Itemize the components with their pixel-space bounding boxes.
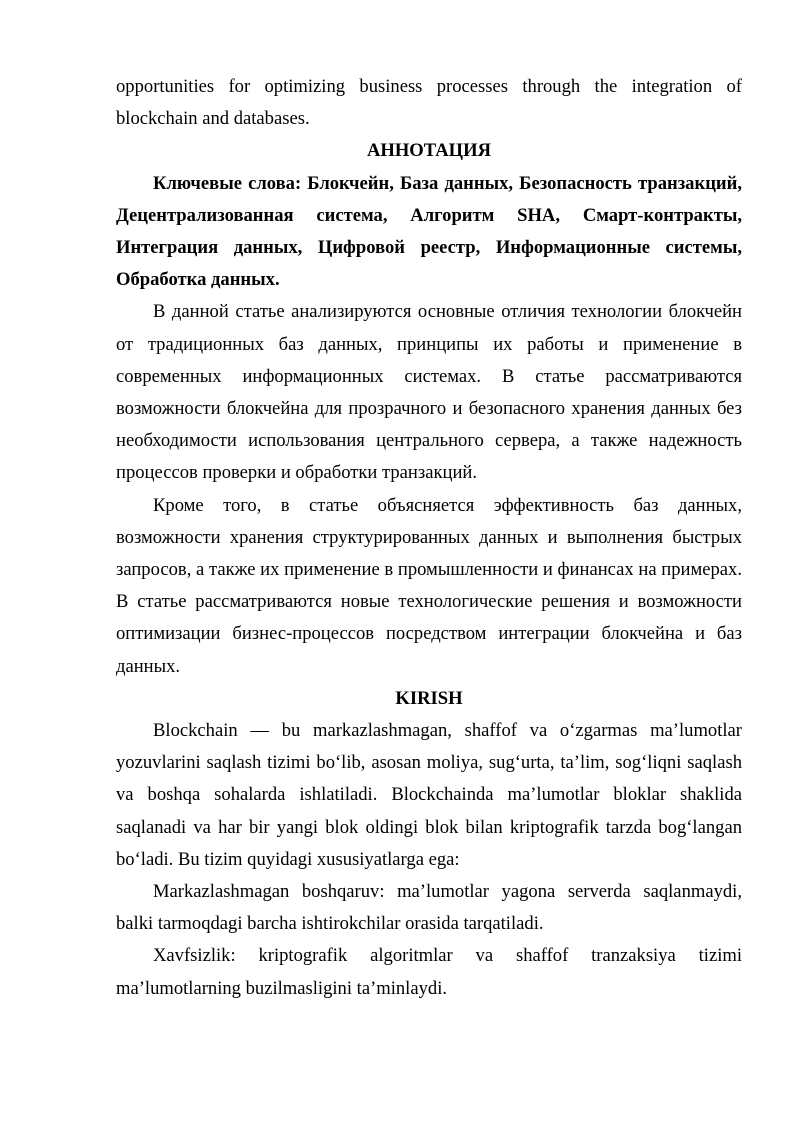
intro-continuation-paragraph: opportunities for optimizing business processes through the integration of blockchain and databases. [116, 76, 742, 130]
kirish-heading: KIRISH [395, 687, 463, 709]
annotation-heading: АННОТАЦИЯ [366, 140, 492, 162]
annotation-paragraph-2: Кроме того, в статье объясняется эффективность баз данных, возможности хранения структурированных данных и выполнения быстрых запросов, а также их применение в промышленности и финансах на примерах. В статье рассматриваются новые технологические решения и возможности оптимизации бизнес-процессов посредством интеграции блокчейна и баз данных. [116, 494, 742, 677]
kirish-paragraph-2: Markazlashmagan boshqaruv: ma’lumotlar yagona serverda saqlanmaydi, balki tarmoqdagi barcha ishtirokchilar orasida tarqatiladi. [116, 881, 742, 935]
page-body [116, 71, 742, 1005]
kirish-paragraph-1: Blockchain — bu markazlashmagan, shaffof va o‘zgarmas ma’lumotlar yozuvlarini saqlash tizimi bo‘lib, asosan moliya, sug‘urta, ta’lim, sog‘liqni saqlash va boshqa sohalarda ishlatiladi. Blockchainda ma’lumotlar bloklar shaklida saqlanadi va har bir yangi blok oldingi blok bilan kriptografik tarzda bog‘langan bo‘ladi. Bu tizim quyidagi xususiyatlarga ega: [116, 720, 742, 870]
keywords-paragraph: Ключевые слова: Блокчейн, База данных, Безопасность транзакций, Децентрализованная система, Алгоритм SHA, Смарт-контракты, Интеграция данных, Цифровой реестр, Информационные системы, Обработка данных. [116, 172, 742, 291]
kirish-paragraph-3: Xavfsizlik: kriptografik algoritmlar va shaffof tranzaksiya tizimi ma’lumotlarning buzilmasligini ta’minlaydi. [116, 945, 742, 999]
annotation-paragraph-1: В данной статье анализируются основные отличия технологии блокчейн от традиционных баз данных, принципы их работы и применение в современных информационных системах. В статье рассматриваются возможности блокчейна для прозрачного и безопасного хранения данных без необходимости использования центрального сервера, а также надежность процессов проверки и обработки транзакций. [116, 301, 742, 484]
